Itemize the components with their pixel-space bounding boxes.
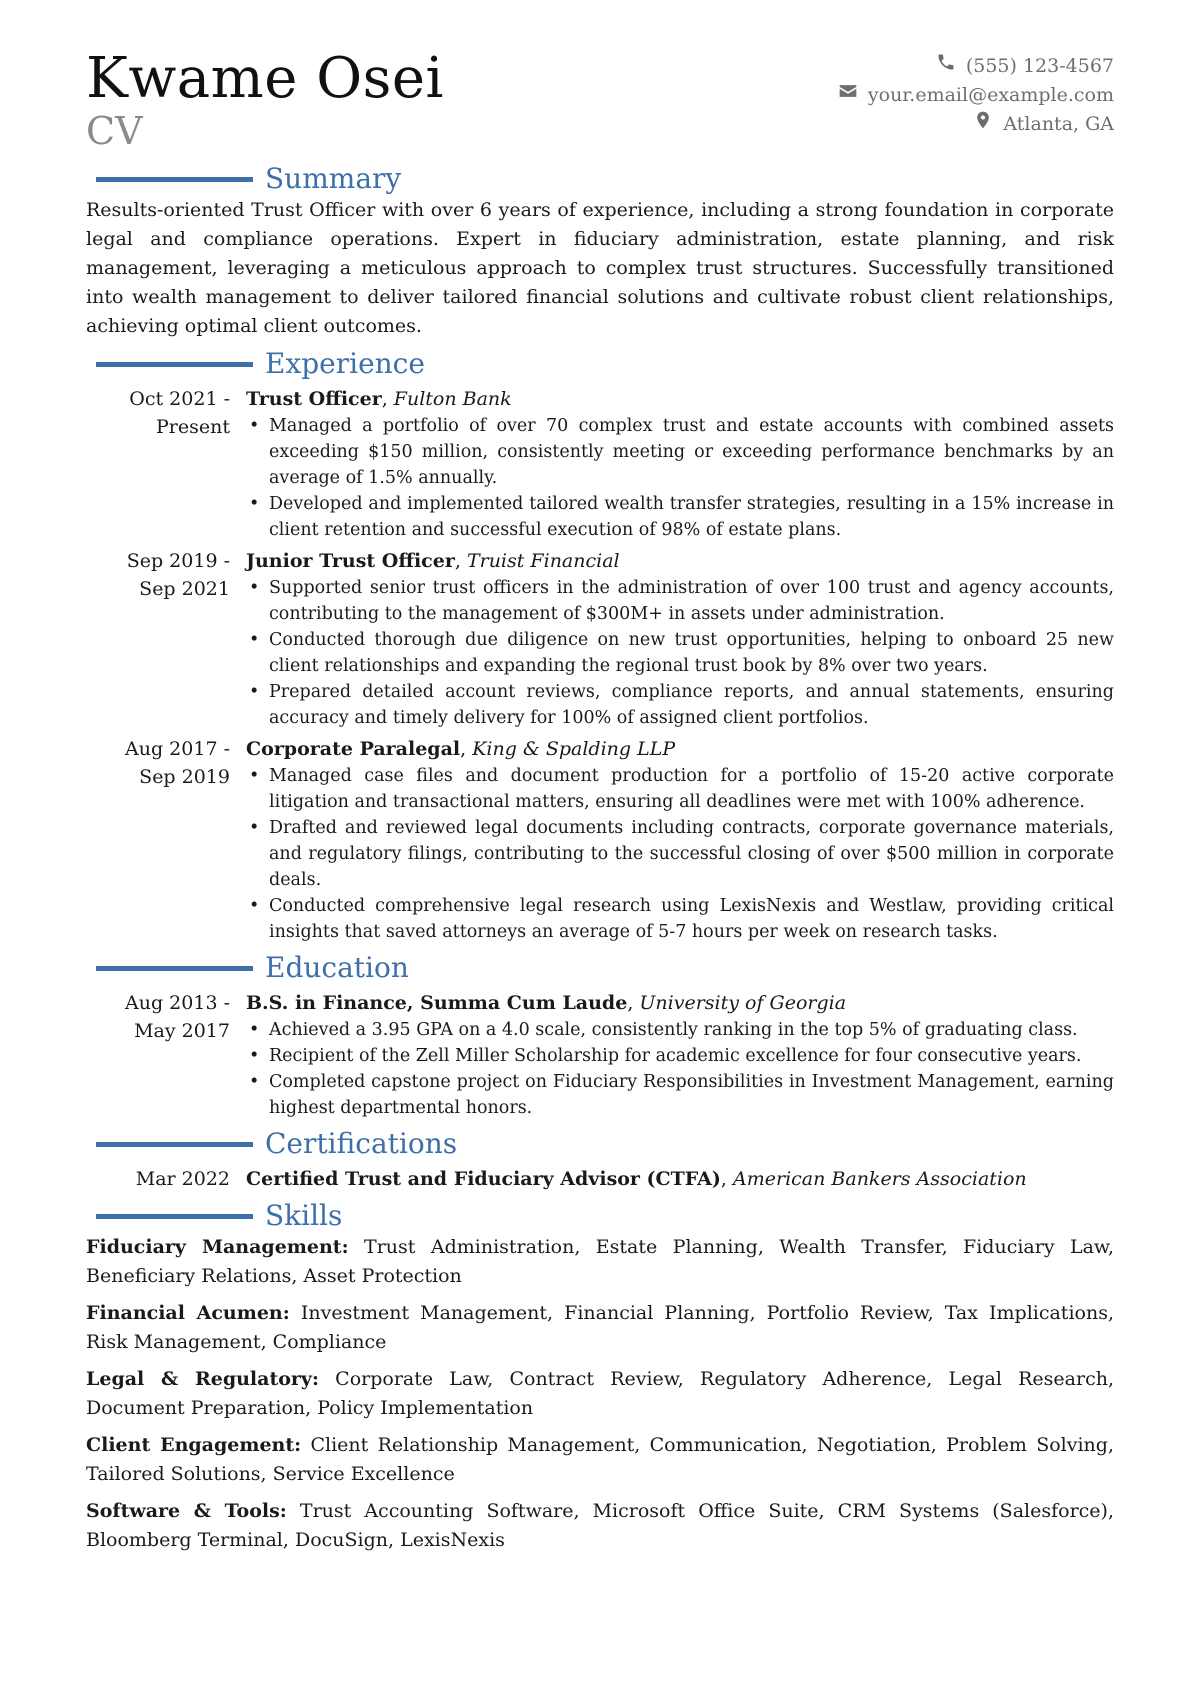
skill-items: Client Relationship Management, Communication, Negotiation, Problem Solving, Tailored Solutions, Service Excellence bbox=[86, 1434, 1114, 1485]
entry-body bbox=[246, 385, 1114, 543]
bullet-item: • Completed capstone project on Fiduciary Responsibilities in Investment Management, earning highest departmental honors. bbox=[269, 1069, 1114, 1121]
skill-group bbox=[86, 1431, 1114, 1489]
envelope-icon bbox=[838, 81, 858, 110]
skill-group bbox=[86, 1497, 1114, 1555]
location-text: Atlanta, GA bbox=[1003, 113, 1114, 135]
bullet-item: • Supported senior trust officers in the administration of over 100 trust and agency accounts, contributing to the management of $300M+ in assets under administration. bbox=[269, 575, 1114, 627]
document-type: CV bbox=[86, 109, 143, 153]
entry-title: Junior Trust Officer, Truist Financial bbox=[246, 550, 620, 572]
cv-header bbox=[86, 40, 1114, 156]
skill-label: Financial Acumen: bbox=[86, 1302, 290, 1324]
entry-body bbox=[246, 735, 1114, 945]
section-rule bbox=[96, 177, 253, 182]
cv-page bbox=[86, 40, 1114, 1563]
skill-items: Corporate Law, Contract Review, Regulatory Adherence, Legal Research, Document Preparation, Policy Implementation bbox=[86, 1368, 1114, 1419]
bullet-item: • Achieved a 3.95 GPA on a 4.0 scale, consistently ranking in the top 5% of graduating class. bbox=[269, 1017, 1114, 1043]
skill-items: Investment Management, Financial Planning, Portfolio Review, Tax Implications, Risk Management, Compliance bbox=[86, 1302, 1114, 1353]
experience-entry bbox=[86, 385, 1114, 543]
entry-bullets bbox=[246, 575, 1114, 731]
skill-items: Trust Accounting Software, Microsoft Office Suite, CRM Systems (Salesforce), Bloomberg Terminal, DocuSign, LexisNexis bbox=[86, 1500, 1114, 1551]
contact-location bbox=[838, 110, 1114, 139]
entry-role: Junior Trust Officer bbox=[246, 550, 455, 572]
entry-date: Sep 2019 - Sep 2021 bbox=[126, 550, 230, 600]
entry-bullets bbox=[246, 413, 1114, 543]
bullet-item: • Conducted comprehensive legal research using LexisNexis and Westlaw, providing critical insights that saved attorneys an average of 5-7 hours per week on research tasks. bbox=[269, 893, 1114, 945]
section-rule bbox=[96, 1142, 253, 1147]
entry-date: Mar 2022 bbox=[135, 1168, 230, 1190]
bullet-item: • Prepared detailed account reviews, compliance reports, and annual statements, ensuring accuracy and timely delivery for 100% of assigned client portfolios. bbox=[269, 679, 1114, 731]
entry-role: Corporate Paralegal bbox=[246, 738, 461, 760]
entry-org: King & Spalding LLP bbox=[472, 738, 676, 760]
section-rule bbox=[96, 1214, 253, 1219]
certification-name: Certified Trust and Fiduciary Advisor (CTFA) bbox=[246, 1168, 721, 1190]
contact-info bbox=[838, 52, 1114, 139]
entry-org: American Bankers Association bbox=[733, 1168, 1027, 1190]
skill-group bbox=[86, 1299, 1114, 1357]
entry-bullets bbox=[246, 763, 1114, 945]
skill-group bbox=[86, 1233, 1114, 1291]
phone-number: (555) 123-4567 bbox=[965, 55, 1114, 77]
section-title: Education bbox=[265, 951, 409, 984]
skills-heading bbox=[86, 1199, 1114, 1233]
entry-body bbox=[246, 547, 1114, 731]
experience-heading bbox=[86, 347, 1114, 381]
bullet-item: • Managed case files and document production for a portfolio of 15-20 active corporate litigation and transactional matters, ensuring all deadlines were met with 100% adherence. bbox=[269, 763, 1114, 815]
entry-body bbox=[246, 1165, 1114, 1193]
skill-items: Trust Administration, Estate Planning, Wealth Transfer, Fiduciary Law, Beneficiary Relations, Asset Protection bbox=[86, 1236, 1114, 1287]
person-name: Kwame Osei bbox=[86, 46, 444, 111]
skill-label: Fiduciary Management: bbox=[86, 1236, 349, 1258]
entry-title: Corporate Paralegal, King & Spalding LLP bbox=[246, 738, 676, 760]
entry-degree: B.S. in Finance, Summa Cum Laude bbox=[246, 992, 628, 1014]
entry-role: Trust Officer bbox=[246, 388, 382, 410]
education-heading bbox=[86, 951, 1114, 985]
entry-date: Aug 2013 - May 2017 bbox=[125, 992, 230, 1042]
email-address[interactable]: your.email@example.com bbox=[867, 84, 1114, 106]
entry-org: Fulton Bank bbox=[393, 388, 512, 410]
skill-group bbox=[86, 1365, 1114, 1423]
phone-icon bbox=[936, 52, 956, 81]
skill-label: Legal & Regulatory: bbox=[86, 1368, 319, 1390]
bullet-item: • Drafted and reviewed legal documents including contracts, corporate governance materials, and regulatory filings, contributing to the successful closing of over $500 million in corporate deals. bbox=[269, 815, 1114, 893]
skill-label: Software & Tools: bbox=[86, 1500, 287, 1522]
section-title: Summary bbox=[265, 162, 402, 195]
map-pin-icon bbox=[973, 110, 993, 139]
skill-label: Client Engagement: bbox=[86, 1434, 302, 1456]
summary-heading bbox=[86, 162, 1114, 196]
entry-title: Trust Officer, Fulton Bank bbox=[246, 388, 512, 410]
entry-date: Oct 2021 - Present bbox=[129, 388, 230, 438]
certification-entry bbox=[86, 1165, 1114, 1193]
section-rule bbox=[96, 362, 253, 367]
contact-email bbox=[838, 81, 1114, 110]
section-title: Certifications bbox=[265, 1127, 458, 1160]
entry-org: University of Georgia bbox=[639, 992, 847, 1014]
entry-org: Truist Financial bbox=[466, 550, 620, 572]
education-entry bbox=[86, 989, 1114, 1121]
entry-bullets bbox=[246, 1017, 1114, 1121]
entry-body bbox=[246, 989, 1114, 1121]
section-title: Skills bbox=[265, 1199, 343, 1232]
section-title: Experience bbox=[265, 347, 425, 380]
certifications-heading bbox=[86, 1127, 1114, 1161]
contact-phone bbox=[838, 52, 1114, 81]
bullet-item: • Conducted thorough due diligence on new trust opportunities, helping to onboard 25 new client relationships and expanding the regional trust book by 8% over two years. bbox=[269, 627, 1114, 679]
bullet-item: • Recipient of the Zell Miller Scholarship for academic excellence for four consecutive years. bbox=[269, 1043, 1114, 1069]
entry-title: Certified Trust and Fiduciary Advisor (CTFA), American Bankers Association bbox=[246, 1168, 1027, 1190]
entry-date: Aug 2017 - Sep 2019 bbox=[125, 738, 230, 788]
experience-entry bbox=[86, 735, 1114, 945]
entry-title: B.S. in Finance, Summa Cum Laude, University of Georgia bbox=[246, 992, 847, 1014]
bullet-item: • Developed and implemented tailored wealth transfer strategies, resulting in a 15% increase in client retention and successful execution of 98% of estate plans. bbox=[269, 491, 1114, 543]
bullet-item: • Managed a portfolio of over 70 complex trust and estate accounts with combined assets exceeding $150 million, consistently meeting or exceeding performance benchmarks by an average of 1.5% annually. bbox=[269, 413, 1114, 491]
summary-text: Results-oriented Trust Officer with over 6 years of experience, including a strong foundation in corporate legal and compliance operations. Expert in fiduciary administration, estate planning, and risk management, leveraging a meticulous approach to complex trust structures. Successfully transitioned into wealth management to deliver tailored financial solutions and cultivate robust client relationships, achieving optimal client outcomes. bbox=[86, 199, 1114, 337]
section-rule bbox=[96, 966, 253, 971]
experience-entry bbox=[86, 547, 1114, 731]
